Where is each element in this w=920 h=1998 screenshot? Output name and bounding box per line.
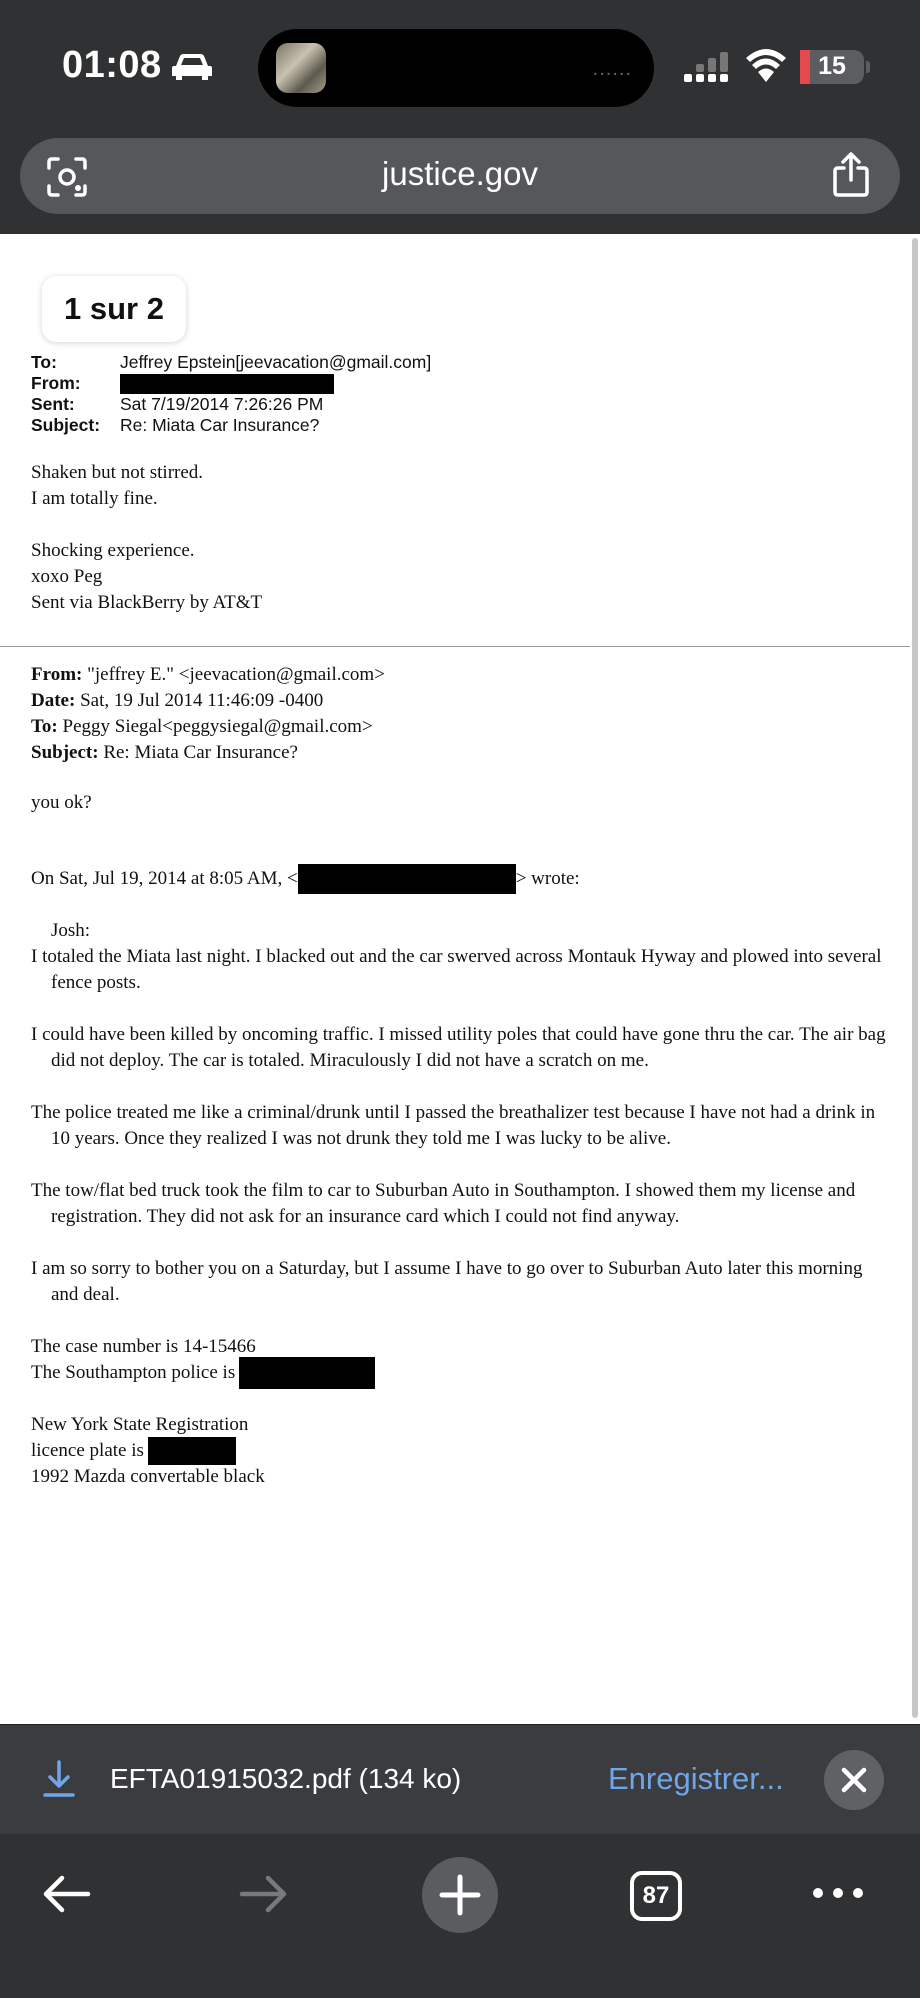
island-dots: ...... <box>592 58 632 80</box>
from-label: From: <box>31 373 81 393</box>
sent-label: Sent: <box>31 394 75 414</box>
quoted-date-value: Sat, 19 Jul 2014 11:46:09 -0400 <box>80 690 324 711</box>
redaction-box <box>239 1357 375 1389</box>
reply-line: Shocking experience. <box>31 540 195 561</box>
quoted-message-body <box>31 918 893 1490</box>
share-icon[interactable] <box>832 152 870 198</box>
greeting: Josh: <box>51 920 91 941</box>
car-line: 1992 Mazda convertable black <box>31 1466 265 1487</box>
battery-indicator <box>800 50 864 84</box>
bottom-toolbar <box>0 1834 920 1998</box>
dynamic-island[interactable] <box>258 29 654 107</box>
reply-line: Sent via BlackBerry by AT&T <box>31 592 263 613</box>
new-tab-button[interactable] <box>422 1857 498 1933</box>
quoted-subject-label: Subject: <box>31 742 99 763</box>
reply-message <box>31 460 262 616</box>
back-button[interactable] <box>40 1874 92 1914</box>
battery-level: 15 <box>818 52 846 80</box>
car-icon <box>170 52 214 82</box>
case-number: The case number is 14-15466 <box>31 1336 256 1357</box>
more-options-icon[interactable] <box>810 1878 866 1908</box>
message-divider <box>0 646 910 647</box>
you-ok-line: you ok? <box>31 792 92 813</box>
police-label: The Southampton police is <box>31 1362 236 1383</box>
attribution-suffix: > wrote: <box>515 868 580 889</box>
tab-switcher-button[interactable]: 87 <box>630 1871 682 1921</box>
sent-value: Sat 7/19/2014 7:26:26 PM <box>120 394 324 414</box>
close-download-button[interactable] <box>824 1750 884 1810</box>
to-label: To: <box>31 352 57 372</box>
redaction-box <box>298 864 516 894</box>
quoted-subject-value: Re: Miata Car Insurance? <box>103 742 298 763</box>
registration-line: New York State Registration <box>31 1414 249 1435</box>
quoted-from-label: From: <box>31 664 83 685</box>
quoted-from-value: "jeffrey E." <jeevacation@gmail.com> <box>87 664 385 685</box>
quote-attribution <box>31 864 580 894</box>
battery-cap <box>866 61 870 73</box>
save-download-button[interactable]: Enregistrer... <box>608 1761 784 1796</box>
paragraph: The tow/flat bed truck took the film to car to Suburban Auto in Southampton. I showed them my license and registration. They did not ask for an insurance card which I could not find anyway. <box>31 1180 856 1227</box>
quoted-email-header <box>31 662 385 766</box>
attribution-prefix: On Sat, Jul 19, 2014 at 8:05 AM, < <box>31 868 298 889</box>
redaction-box <box>148 1437 236 1465</box>
email-header <box>31 352 431 436</box>
status-bar <box>0 0 920 130</box>
plus-icon <box>422 1857 498 1933</box>
download-bar <box>0 1724 920 1834</box>
download-icon[interactable] <box>42 1759 76 1799</box>
subject-label: Subject: <box>31 415 101 435</box>
reply-line: I am totally fine. <box>31 488 158 509</box>
paragraph: The police treated me like a criminal/drunk until I passed the breathalizer test because I have not had a drink in 10 years. Once they realized I was not drunk they told me I was lucky to be alive. <box>31 1102 876 1149</box>
url-text[interactable]: justice.gov <box>382 155 538 192</box>
paragraph: I totaled the Miata last night. I blacked out and the car swerved across Montauk Hyway and plowed into several fence posts. <box>31 946 882 993</box>
close-icon <box>824 1750 884 1810</box>
status-time: 01:08 <box>62 44 162 86</box>
wifi-icon <box>744 48 788 84</box>
document-scrollbar[interactable] <box>912 238 918 1718</box>
to-value: Jeffrey Epstein[jeevacation@gmail.com] <box>120 352 432 372</box>
quoted-date-label: Date: <box>31 690 76 711</box>
pdf-document-viewer[interactable] <box>0 234 920 1724</box>
plate-label: licence plate is <box>31 1440 144 1461</box>
reply-line: xoxo Peg <box>31 566 103 587</box>
quoted-to-value: Peggy Siegal<peggysiegal@gmail.com> <box>62 716 373 737</box>
download-filename: EFTA01915032.pdf (134 ko) <box>110 1763 462 1794</box>
address-bar[interactable] <box>20 138 900 214</box>
redaction-box <box>120 374 334 394</box>
quoted-to-label: To: <box>31 716 58 737</box>
page-indicator: 1 sur 2 <box>42 276 186 342</box>
now-playing-thumbnail <box>276 43 326 93</box>
subject-value: Re: Miata Car Insurance? <box>120 415 320 435</box>
forward-button[interactable] <box>238 1874 290 1914</box>
cellular-signal-icon <box>682 52 732 86</box>
paragraph: I am so sorry to bother you on a Saturday, but I assume I have to go over to Suburban Auto later this morning and deal. <box>31 1258 863 1305</box>
reply-line: Shaken but not stirred. <box>31 462 204 483</box>
paragraph: I could have been killed by oncoming traffic. I missed utility poles that could have gone thru the car. The air bag did not deploy. The car is totaled. Miraculously I did not have a scratch on me. <box>31 1024 886 1071</box>
